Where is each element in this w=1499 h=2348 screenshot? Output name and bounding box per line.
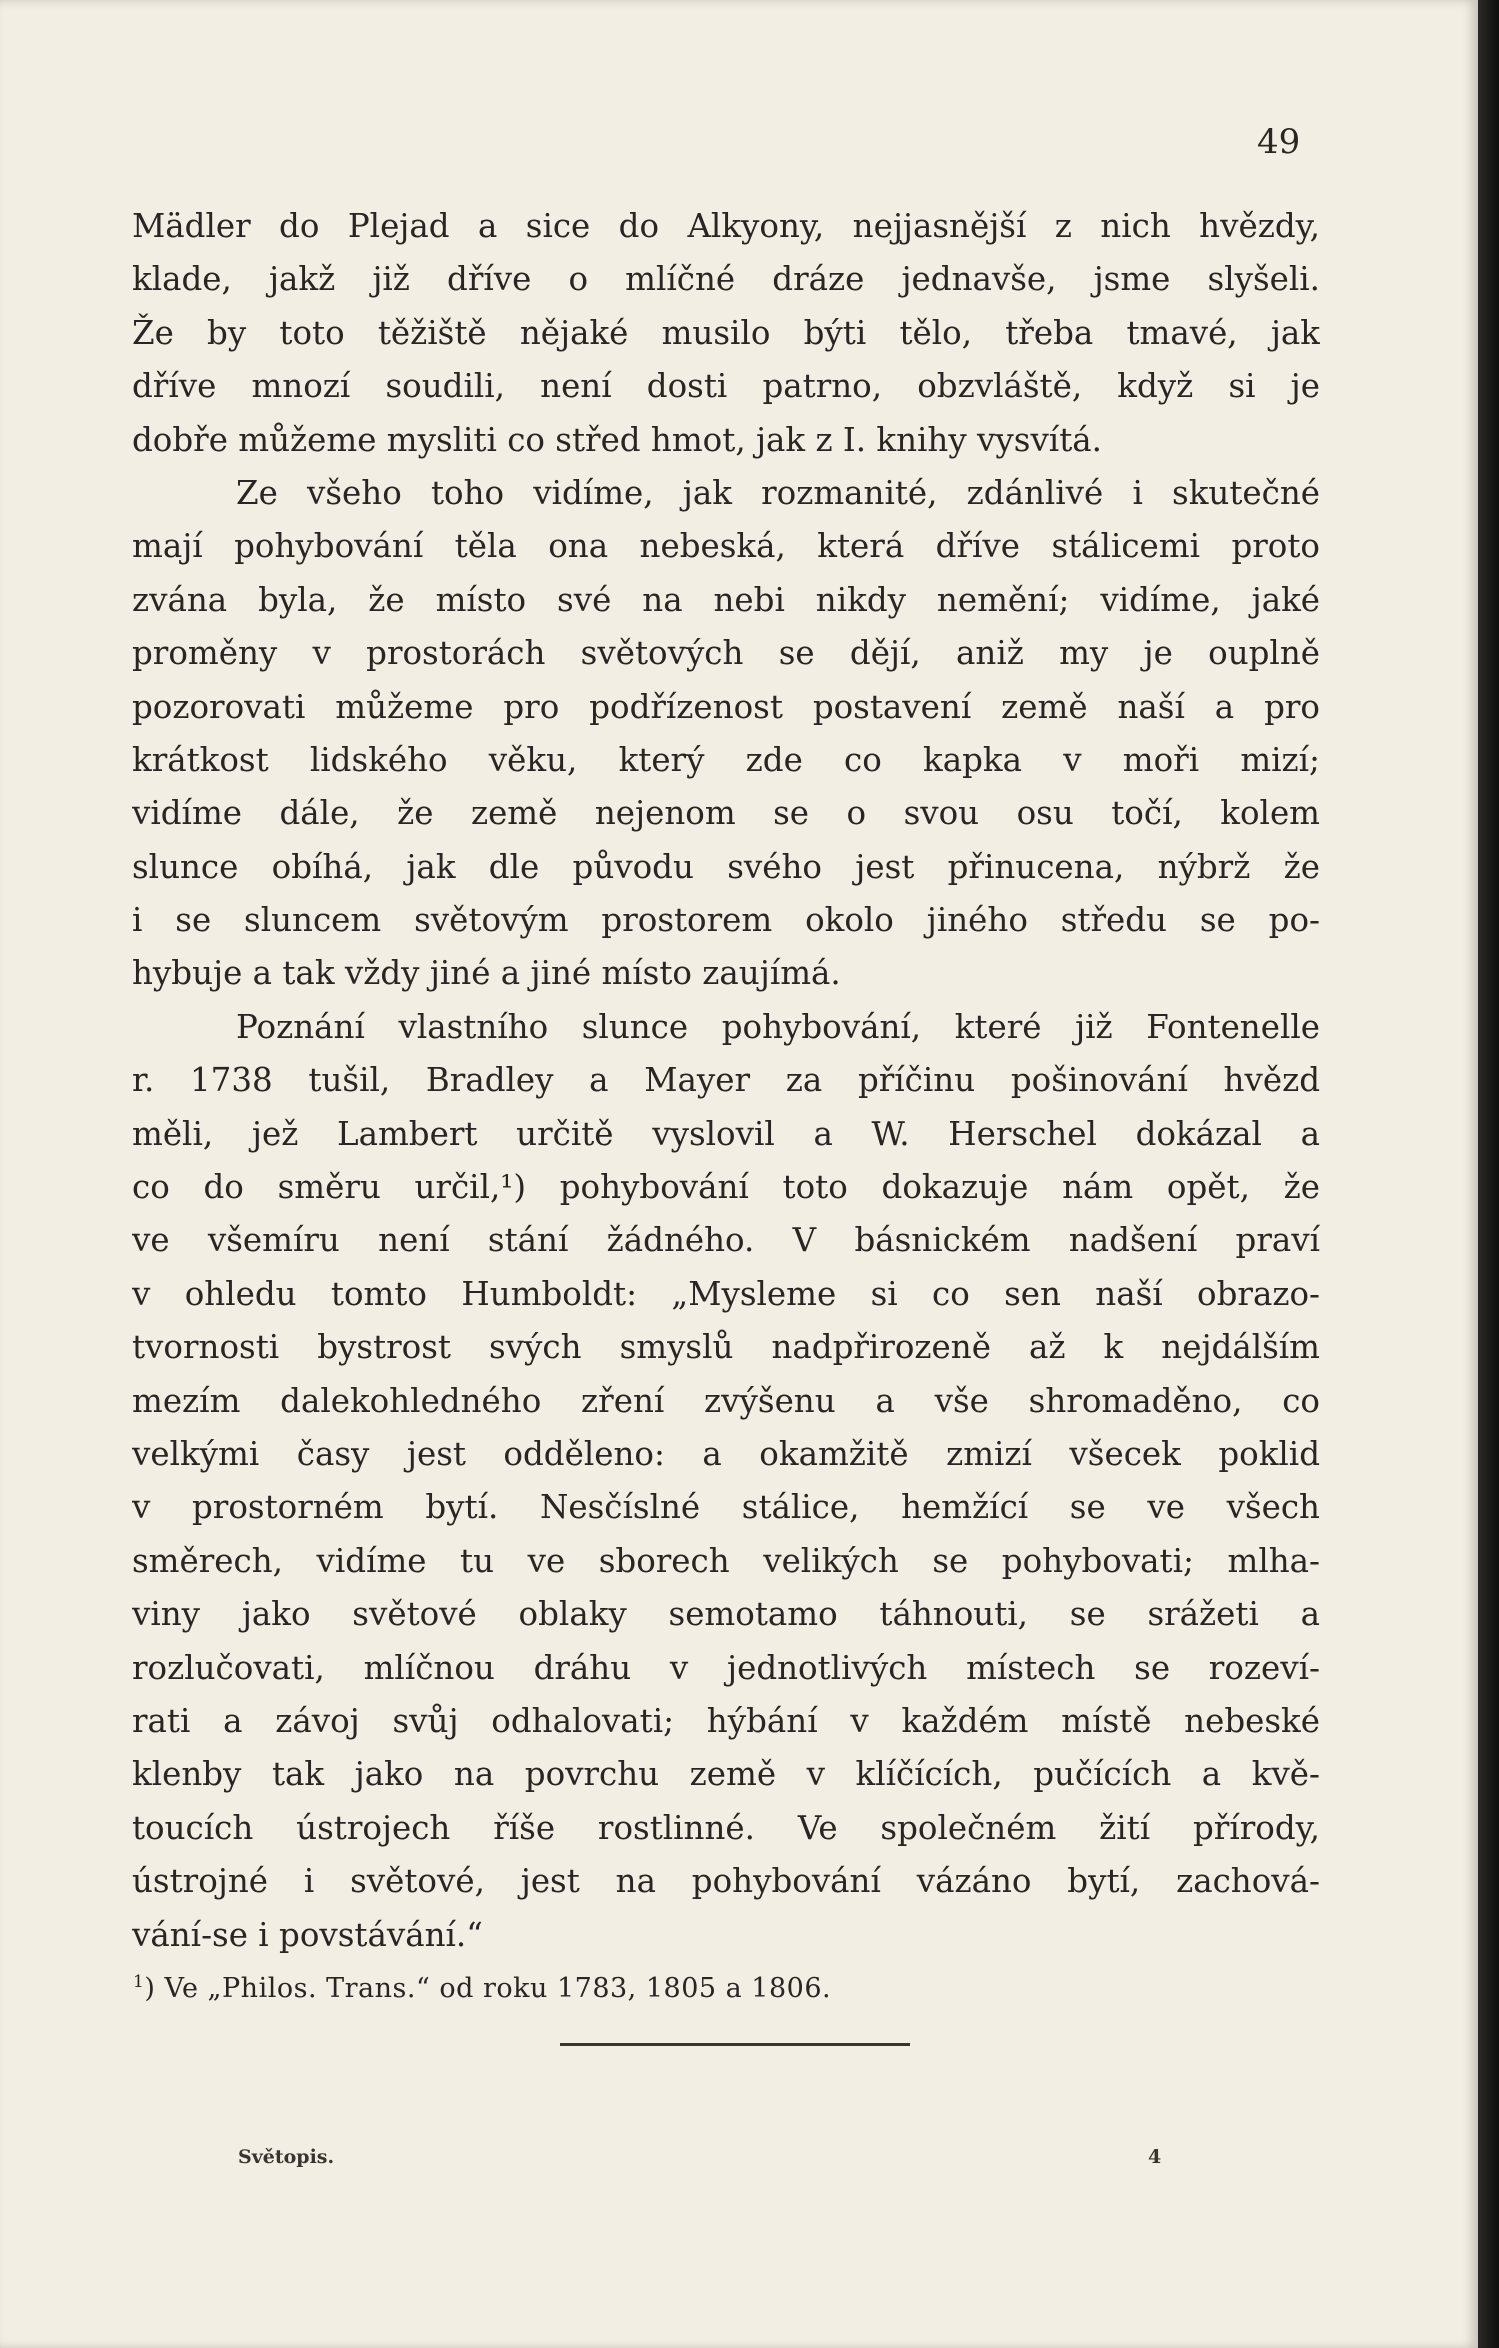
text-line: v prostorném bytí. Nesčíslné stálice, hemžící se ve všech	[132, 1488, 1320, 1527]
text-line: mají pohybování těla ona nebeská, která dříve stálicemi proto	[132, 527, 1320, 566]
text-line: Mädler do Plejad a sice do Alkyony, nejjasnější z nich hvězdy,	[132, 207, 1320, 245]
text-line: dříve mnozí soudili, není dosti patrno, obzvláště, když si je	[132, 367, 1320, 406]
text-line: hybuje a tak vždy jiné a jiné místo zaujímá.	[132, 954, 841, 993]
page-edge	[1478, 0, 1499, 2348]
text-line: rati a závoj svůj odhalovati; hýbání v každém místě nebeské	[132, 1701, 1320, 1740]
text-line: slunce obíhá, jak dle původu svého jest přinucena, nýbrž že	[132, 847, 1320, 886]
text-line: dobře můžeme mysliti co střed hmot, jak z I. knihy vysvítá.	[132, 420, 1102, 459]
text-line: pozorovati můžeme pro podřízenost postavení země naší a pro	[132, 687, 1320, 726]
text-line: Ze všeho toho vidíme, jak rozmanité, zdánlivé i skutečné	[236, 473, 1320, 512]
body-text	[132, 200, 1320, 1962]
text-line: rozlučovati, mlíčnou dráhu v jednotlivých místech se rozeví-	[132, 1648, 1320, 1687]
text-line: krátkost lidského věku, který zde co kapka v moři mizí;	[132, 740, 1320, 779]
text-line: směrech, vidíme tu ve sborech velikých se pohybovati; mlha-	[132, 1541, 1320, 1580]
text-line: mezím dalekohledného zření zvýšenu a vše shromaděno, co	[132, 1381, 1320, 1420]
text-line: ústrojné i světové, jest na pohybování vázáno bytí, zachová-	[132, 1862, 1320, 1901]
text-line: klade, jakž již dříve o mlíčné dráze jednavše, jsme slyšeli.	[132, 260, 1320, 299]
footnote-marker: 1	[133, 1972, 145, 1992]
footnote	[133, 1972, 831, 2004]
text-line: zvána byla, že místo své na nebi nikdy nemění; vidíme, jaké	[132, 580, 1320, 619]
sheet-number: 4	[1148, 2146, 1162, 2168]
text-line: vidíme dále, že země nejenom se o svou osu točí, kolem	[132, 794, 1320, 833]
text-line: r. 1738 tušil, Bradley a Mayer za příčinu pošinování hvězd	[132, 1061, 1320, 1100]
text-line: toucích ústrojech říše rostlinné. Ve společném žití přírody,	[132, 1808, 1320, 1847]
text-line: co do směru určil,¹) pohybování toto dokazuje nám opět, že	[132, 1168, 1320, 1207]
text-line: velkými časy jest odděleno: a okamžitě zmizí všecek poklid	[132, 1434, 1320, 1473]
page-number: 49	[1257, 122, 1301, 162]
signature-mark: Světopis.	[238, 2146, 335, 2168]
text-line: viny jako světové oblaky semotamo táhnouti, se srážeti a	[132, 1595, 1320, 1634]
text-line: proměny v prostorách světových se dějí, aniž my je ouplně	[132, 634, 1320, 673]
footnote-divider	[560, 2043, 910, 2046]
text-line: Že by toto těžiště nějaké musilo býti tělo, třeba tmavé, jak	[132, 313, 1320, 352]
text-line: vání-se i povstávání.“	[132, 1915, 483, 1954]
text-line: v ohledu tomto Humboldt: „Mysleme si co sen naší obrazo-	[132, 1274, 1320, 1313]
text-line: ve všemíru není stání žádného. V básnickém nadšení praví	[132, 1221, 1320, 1260]
text-line: i se sluncem světovým prostorem okolo jiného středu se po-	[132, 901, 1320, 940]
text-line: tvornosti bystrost svých smyslů nadpřirozeně až k nejdálším	[132, 1328, 1320, 1367]
text-line: Poznání vlastního slunce pohybování, které již Fontenelle	[236, 1007, 1320, 1046]
footnote-text: ) Ve „Philos. Trans.“ od roku 1783, 1805 a 1806.	[144, 1973, 832, 2004]
text-line: klenby tak jako na povrchu země v klíčících, pučících a kvě-	[132, 1755, 1320, 1794]
text-line: měli, jež Lambert určitě vyslovil a W. Herschel dokázal a	[132, 1114, 1320, 1153]
